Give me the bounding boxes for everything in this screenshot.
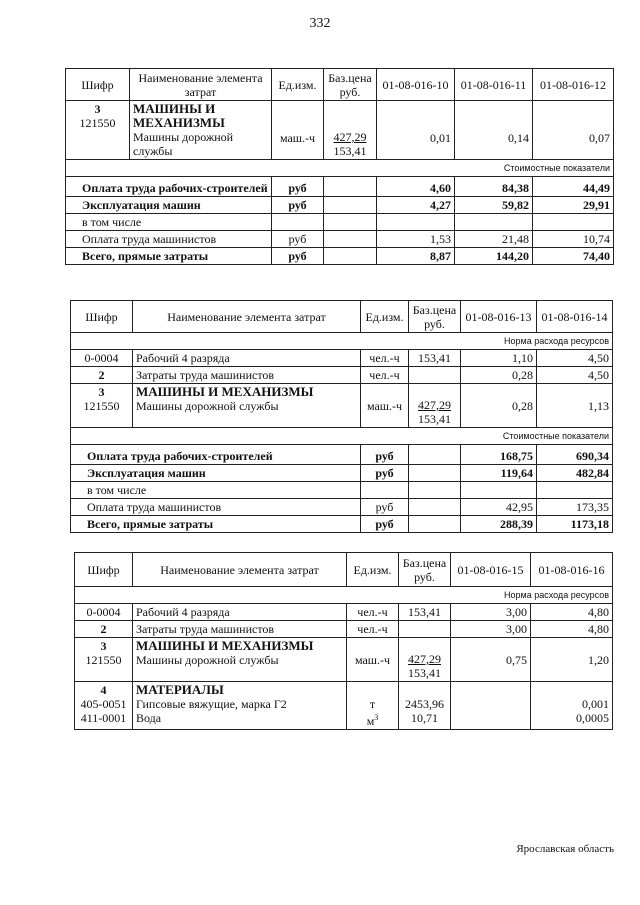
cost-value: 42,95 — [461, 499, 537, 516]
cost-label: Стоимостные показатели — [66, 160, 614, 177]
header-cell: 01-08-016-16 — [531, 553, 613, 587]
value-cell: 0,28 — [461, 367, 537, 384]
price-cell: 153,41 — [399, 604, 451, 621]
m3-unit: $м^3$ — [366, 713, 379, 728]
page-number: 332 — [309, 16, 331, 31]
cost-name: Оплата труда машинистов — [71, 499, 361, 516]
header-cell: Баз.цена руб. — [399, 553, 451, 587]
header-cell: 01-08-016-14 — [537, 301, 613, 333]
section-code: 3 121550 — [71, 384, 133, 428]
cost-row — [71, 445, 613, 465]
total-row — [66, 248, 614, 265]
section-code: 3 121550 — [75, 638, 133, 682]
table-row — [75, 604, 613, 621]
code-cell: 2 — [75, 621, 133, 638]
table-row — [71, 350, 613, 367]
cost-value: 10,74 — [533, 231, 614, 248]
header-cell: Наименование элемента затрат — [130, 69, 272, 101]
total-row — [71, 516, 613, 533]
value-cell: 0,07 — [533, 101, 614, 160]
header-cell: 01-08-016-10 — [377, 69, 455, 101]
cost-name: Эксплуатация машин — [66, 197, 272, 214]
section-cell: МАШИНЫ И МЕХАНИЗМЫ Машины дорожной службы — [133, 384, 361, 428]
cost-row — [71, 499, 613, 516]
total-name: Всего, прямые затраты — [71, 516, 361, 533]
table-1 — [65, 68, 614, 265]
section-cell: МАШИНЫ И МЕХАНИЗМЫ Машины дорожной службы — [130, 101, 272, 160]
cost-value: 29,91 — [533, 197, 614, 214]
table-row — [75, 682, 613, 730]
empty-cell — [409, 465, 461, 482]
empty-cell — [533, 214, 614, 231]
value-cell: 1,20 — [531, 638, 613, 682]
value-cell: 4,50 — [537, 350, 613, 367]
empty-cell — [461, 482, 537, 499]
table-row — [75, 638, 613, 682]
header-cell: 01-08-016-15 — [451, 553, 531, 587]
value-cell: 3,00 — [451, 621, 531, 638]
cost-row — [71, 465, 613, 482]
total-value: 1173,18 — [537, 516, 613, 533]
price-cell: 153,41 — [409, 350, 461, 367]
name-cell: Рабочий 4 разряда — [133, 604, 347, 621]
cost-row — [66, 197, 614, 214]
total-value: 288,39 — [461, 516, 537, 533]
value-cell: 1,13 — [537, 384, 613, 428]
code-cell: 0-0004 — [75, 604, 133, 621]
value-cell: 0,75 — [451, 638, 531, 682]
table-header — [66, 69, 614, 101]
header-cell: Шифр — [71, 301, 133, 333]
cost-value: 44,49 — [533, 177, 614, 197]
empty-cell — [409, 482, 461, 499]
empty-cell — [324, 248, 377, 265]
cost-row — [66, 214, 614, 231]
table-row — [71, 384, 613, 428]
norm-label-row — [71, 333, 613, 350]
cost-name: в том числе — [71, 482, 361, 499]
total-unit: руб — [361, 516, 409, 533]
section-cell: МАШИНЫ И МЕХАНИЗМЫ Машины дорожной службы — [133, 638, 347, 682]
cost-name: Оплата труда машинистов — [66, 231, 272, 248]
cost-value: 59,82 — [455, 197, 533, 214]
header-cell: 01-08-016-11 — [455, 69, 533, 101]
material-code: 4 405-0051 411-0001 — [75, 682, 133, 730]
table-2 — [70, 300, 613, 533]
total-value: 144,20 — [455, 248, 533, 265]
cost-unit: руб — [272, 197, 324, 214]
total-value: 74,40 — [533, 248, 614, 265]
cost-name: Оплата труда рабочих-строителей — [71, 445, 361, 465]
empty-cell — [272, 214, 324, 231]
price-cell: 2453,96 10,71 — [399, 682, 451, 730]
value-cell — [451, 682, 531, 730]
value-cell: 4,80 — [531, 604, 613, 621]
table-header — [75, 553, 613, 587]
cost-label: Стоимостные показатели — [71, 428, 613, 445]
cost-value: 21,48 — [455, 231, 533, 248]
code-cell: 0-0004 — [71, 350, 133, 367]
value-cell: 4,80 — [531, 621, 613, 638]
price-cell: 427,29 153,41 — [399, 638, 451, 682]
empty-cell — [409, 445, 461, 465]
empty-cell — [455, 214, 533, 231]
empty-cell — [324, 214, 377, 231]
header-cell: Баз.цена руб. — [409, 301, 461, 333]
empty-cell — [377, 214, 455, 231]
total-value: 8,87 — [377, 248, 455, 265]
norm-label: Норма расхода ресурсов — [71, 333, 613, 350]
cost-row — [66, 177, 614, 197]
cost-label-row — [66, 160, 614, 177]
cost-name: Эксплуатация машин — [71, 465, 361, 482]
price-cell — [409, 367, 461, 384]
cost-value: 4,27 — [377, 197, 455, 214]
unit-cell: маш.-ч — [272, 101, 324, 160]
total-unit: руб — [272, 248, 324, 265]
unit-cell: т $м^3$ — [347, 682, 399, 730]
unit-cell: маш.-ч — [361, 384, 409, 428]
value-cell: 4,50 — [537, 367, 613, 384]
cost-name: Оплата труда рабочих-строителей — [66, 177, 272, 197]
header-cell: Наименование элемента затрат — [133, 301, 361, 333]
cost-row — [66, 231, 614, 248]
material-cell: МАТЕРИАЛЫ Гипсовые вяжущие, марка Г2 Вода — [133, 682, 347, 730]
value-cell: 0,01 — [377, 101, 455, 160]
table-row — [66, 101, 614, 160]
empty-cell — [537, 482, 613, 499]
price-cell: 427,29 153,41 — [324, 101, 377, 160]
cost-unit: руб — [361, 445, 409, 465]
empty-cell — [324, 231, 377, 248]
header-cell: Ед.изм. — [361, 301, 409, 333]
value-cell: 0,001 0,0005 — [531, 682, 613, 730]
header-cell: Ед.изм. — [347, 553, 399, 587]
unit-cell: чел.-ч — [347, 604, 399, 621]
cost-value: 482,84 — [537, 465, 613, 482]
empty-cell — [409, 499, 461, 516]
footer-region: Ярославская область — [516, 843, 614, 855]
total-name: Всего, прямые затраты — [66, 248, 272, 265]
table-3 — [74, 552, 613, 730]
header-cell: Ед.изм. — [272, 69, 324, 101]
cost-value: 84,38 — [455, 177, 533, 197]
unit-cell: чел.-ч — [347, 621, 399, 638]
header-cell: Баз.цена руб. — [324, 69, 377, 101]
empty-cell — [409, 516, 461, 533]
unit-cell: чел.-ч — [361, 350, 409, 367]
cost-name: в том числе — [66, 214, 272, 231]
cost-value: 690,34 — [537, 445, 613, 465]
unit-cell: чел.-ч — [361, 367, 409, 384]
table-row — [75, 621, 613, 638]
empty-cell — [324, 197, 377, 214]
cost-value: 173,35 — [537, 499, 613, 516]
header-cell: Шифр — [75, 553, 133, 587]
name-cell: Затраты труда машинистов — [133, 621, 347, 638]
price-cell — [399, 621, 451, 638]
name-cell: Рабочий 4 разряда — [133, 350, 361, 367]
value-cell: 1,10 — [461, 350, 537, 367]
price-cell: 427,29 153,41 — [409, 384, 461, 428]
cost-value: 119,64 — [461, 465, 537, 482]
header-cell: Шифр — [66, 69, 130, 101]
value-cell: 0,14 — [455, 101, 533, 160]
cost-row — [71, 482, 613, 499]
code-cell: 2 — [71, 367, 133, 384]
empty-cell — [324, 177, 377, 197]
cost-unit: руб — [361, 499, 409, 516]
cost-value: 4,60 — [377, 177, 455, 197]
cost-value: 1,53 — [377, 231, 455, 248]
norm-label-row — [75, 587, 613, 604]
cost-label-row — [71, 428, 613, 445]
cost-unit: руб — [361, 465, 409, 482]
cost-unit: руб — [272, 177, 324, 197]
unit-cell: маш.-ч — [347, 638, 399, 682]
section-code: 3 121550 — [66, 101, 130, 160]
header-cell: 01-08-016-12 — [533, 69, 614, 101]
table-header — [71, 301, 613, 333]
table-row — [71, 367, 613, 384]
cost-unit: руб — [272, 231, 324, 248]
header-cell: 01-08-016-13 — [461, 301, 537, 333]
norm-label: Норма расхода ресурсов — [75, 587, 613, 604]
header-cell: Наименование элемента затрат — [133, 553, 347, 587]
value-cell: 0,28 — [461, 384, 537, 428]
cost-value: 168,75 — [461, 445, 537, 465]
empty-cell — [361, 482, 409, 499]
value-cell: 3,00 — [451, 604, 531, 621]
name-cell: Затраты труда машинистов — [133, 367, 361, 384]
